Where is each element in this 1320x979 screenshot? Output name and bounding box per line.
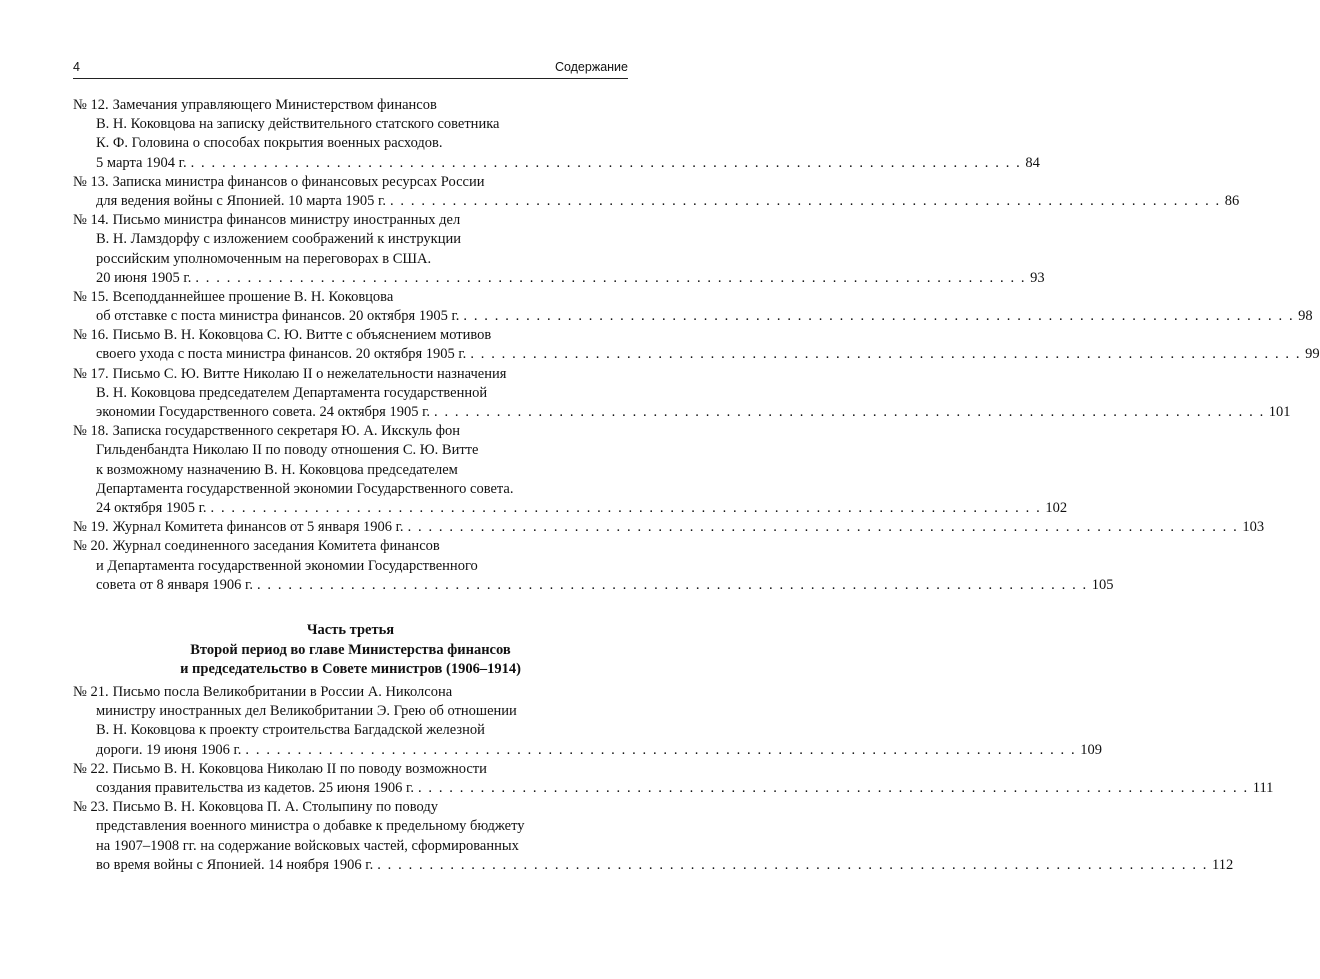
toc-entry-line (73, 192, 1240, 211)
toc-entry-line (73, 480, 628, 499)
toc-page-number: 102 (1045, 499, 1068, 516)
toc-entry (73, 760, 1274, 798)
toc-entry-text: К. Ф. Головина о способах покрытия военных расходов. (96, 135, 443, 152)
toc-entry-number: № 13. (73, 173, 109, 190)
toc-entry-line (73, 307, 1313, 326)
toc-entry-number: № 17. (73, 365, 109, 382)
toc-page-number: 101 (1268, 404, 1291, 420)
toc-entry-line (73, 798, 628, 817)
toc-entry-number: № 18. (73, 423, 109, 440)
toc-entry-line (73, 537, 628, 556)
dot-leader: . . . . . . . . . . . . . . . . . . . . . . . . . . . . . . . . . . . . . . . . . . . . . . . . . . . . . . . . . . . . . . . . . . . . . . . . . . . . . . . . (256, 576, 1088, 593)
toc-entry-number: № 14. (73, 212, 109, 229)
toc-entry-line (73, 230, 628, 249)
toc-entry-line (73, 134, 628, 153)
toc-entry-text: № 14. Письмо министра финансов министру иностранных дел (73, 212, 461, 229)
page-number: 4 (73, 60, 80, 74)
toc-entry-line (73, 499, 1068, 518)
toc-entry (73, 288, 1313, 326)
part-subtitle-line-2: и председательство в Совете министров (1906–1914) (180, 661, 521, 677)
toc-page-number: 93 (1030, 269, 1045, 286)
toc-entry (73, 537, 1114, 595)
toc-entry-number: № 15. (73, 288, 109, 305)
toc-entry-line (73, 365, 628, 384)
dot-leader: . . . . . . . . . . . . . . . . . . . . . . . . . . . . . . . . . . . . . . . . . . . . . . . . . . . . . . . . . . . . . . . . . . . . . . . . . . . . . . . . (434, 404, 1265, 420)
toc-entry-text: В. Н. Коковцова на записку действительного статского советника (96, 116, 500, 133)
toc-entry (73, 326, 1320, 364)
toc-entry-number: № 12. (73, 97, 109, 113)
toc-page-number: 99 (1305, 346, 1320, 363)
toc-page-number: 105 (1091, 576, 1114, 593)
toc-entry-line (73, 741, 1102, 760)
toc-entry-line (73, 721, 628, 740)
dot-leader: . . . . . . . . . . . . . . . . . . . . . . . . . . . . . . . . . . . . . . . . . . . . . . . . . . . . . . . . . . . . . . . . . . . . . . . . . . . . . . . . (245, 741, 1077, 758)
toc-entry-text: № 13. Записка министра финансов о финансовых ресурсах России (73, 173, 485, 190)
toc-entry-number: № 23. (73, 799, 109, 816)
toc-entry-line (73, 269, 1045, 288)
toc-entry-line (73, 557, 628, 576)
toc-entry-text: № 16. Письмо В. Н. Коковцова С. Ю. Витте с объяснением мотивов (73, 327, 492, 344)
toc-page-number: 86 (1224, 192, 1240, 209)
toc-entry-text: дороги. 19 июня 1906 г. (96, 741, 242, 758)
toc-entry-line (73, 96, 628, 115)
toc-entry-line (73, 760, 628, 779)
part-subtitle-line-1: Второй период во главе Министерства финансов (190, 641, 511, 658)
dot-leader: . . . . . . . . . . . . . . . . . . . . . . . . . . . . . . . . . . . . . . . . . . . . . . . . . . . . . . . . . . . . . . . . . . . . . . . . . . . . . . . . (195, 269, 1027, 286)
toc-entry-text: 24 октября 1905 г. (96, 499, 207, 516)
toc-entry-line (73, 817, 628, 836)
toc-entry-line (73, 856, 1234, 875)
toc-entry-text: № 19. Журнал Комитета финансов от 5 января 1906 г. (73, 519, 404, 536)
toc-entry-line (73, 173, 628, 192)
toc-entry-text: № 12. Замечания управляющего Министерством финансов (73, 97, 437, 113)
toc-entry-text: В. Н. Коковцова председателем Департамента государственной (96, 384, 488, 401)
toc-entry-text: № 23. Письмо В. Н. Коковцова П. А. Столыпину по поводу (73, 799, 439, 816)
toc-entry-number: № 16. (73, 327, 109, 344)
toc-entry-line (73, 288, 628, 307)
dot-leader: . . . . . . . . . . . . . . . . . . . . . . . . . . . . . . . . . . . . . . . . . . . . . . . . . . . . . . . . . . . . . . . . . . . . . . . . . . . . . . . . (389, 192, 1221, 209)
toc-entry-text: В. Н. Коковцова к проекту строительства Багдадской железной (96, 722, 485, 739)
toc-entry-text: представления военного министра о добавке к предельному бюджету (96, 818, 525, 835)
toc-entry-line (73, 154, 1040, 173)
toc-entry-text: российским уполномоченным на переговорах в США. (96, 250, 432, 267)
toc-list-part-three (73, 683, 1274, 875)
toc-entry-line (73, 702, 628, 721)
toc-entry-line (73, 461, 628, 480)
toc-entry-text: во время войны с Японией. 14 ноября 1906 г. (96, 856, 374, 873)
toc-entry (73, 683, 1102, 760)
running-head-title: Содержание (554, 60, 628, 74)
dot-leader: . . . . . . . . . . . . . . . . . . . . . . . . . . . . . . . . . . . . . . . . . . . . . . . . . . . . . . . . . . . . . . . . . . . . . . . . . . . . . . . . (210, 499, 1042, 516)
toc-entry-text: своего ухода с поста министра финансов. 20 октября 1905 г. (96, 346, 467, 363)
toc-entry-text: Гильденбандта Николаю II по поводу отношения С. Ю. Витте (96, 442, 479, 459)
dot-leader: . . . . . . . . . . . . . . . . . . . . . . . . . . . . . . . . . . . . . . . . . . . . . . . . . . . . . . . . . . . . . . . . . . . . . . . . . . . . . . . . (470, 346, 1302, 363)
toc-entry (73, 173, 1240, 211)
toc-page-number: 112 (1212, 856, 1234, 873)
toc-entry-line (73, 441, 628, 460)
toc-entry-line (73, 115, 628, 134)
toc-entry-text: № 22. Письмо В. Н. Коковцова Николаю II по поводу возможности (73, 760, 487, 777)
dot-leader: . . . . . . . . . . . . . . . . . . . . . . . . . . . . . . . . . . . . . . . . . . . . . . . . . . . . . . . . . . . . . . . . . . . . . . . . . . . . . . . . (377, 856, 1209, 873)
toc-entry-line (73, 518, 1265, 537)
toc-entry-text: № 15. Всеподданнейшее прошение В. Н. Коковцова (73, 288, 394, 305)
toc-page-number: 103 (1242, 519, 1265, 536)
toc-entry-number: № 22. (73, 760, 109, 777)
toc-entry-text: министру иностранных дел Великобритании Э. Грею об отношении (96, 703, 517, 720)
toc-entry-line (73, 326, 628, 345)
toc-page-number: 98 (1298, 308, 1313, 325)
toc-page-number: 111 (1252, 779, 1274, 796)
toc-entry-text: № 18. Записка государственного секретаря Ю. А. Икскуль фон (73, 423, 461, 440)
toc-entry-line (73, 403, 1291, 422)
toc-entry (73, 211, 1045, 288)
dot-leader: . . . . . . . . . . . . . . . . . . . . . . . . . . . . . . . . . . . . . . . . . . . . . . . . . . . . . . . . . . . . . . . . . . . . . . . . . . . . . . . . (417, 779, 1249, 796)
toc-entry-text: 5 марта 1904 г. (96, 154, 187, 171)
dot-leader: . . . . . . . . . . . . . . . . . . . . . . . . . . . . . . . . . . . . . . . . . . . . . . . . . . . . . . . . . . . . . . . . . . . . . . . . . . . . . . . . (463, 308, 1295, 325)
toc-entry-text: № 20. Журнал соединенного заседания Комитета финансов (73, 538, 440, 555)
toc-entry-line (73, 779, 1274, 798)
toc-entry-line (73, 384, 628, 403)
toc-entry-number: № 19. (73, 519, 109, 536)
toc-entry-text: для ведения войны с Японией. 10 марта 1905 г. (96, 192, 386, 209)
toc-entry-line (73, 345, 1320, 364)
toc-entry (73, 96, 1040, 173)
toc-entry-text: на 1907–1908 гг. на содержание войсковых частей, сформированных (96, 837, 519, 854)
toc-entry-text: к возможному назначению В. Н. Коковцова председателем (96, 461, 458, 478)
part-title: Часть третья (306, 622, 395, 638)
toc-page-number: 109 (1080, 741, 1102, 758)
toc-entry-line (73, 422, 628, 441)
toc-entry-line (73, 683, 628, 702)
running-header (73, 58, 628, 79)
toc-entry-text: создания правительства из кадетов. 25 июня 1906 г. (96, 779, 414, 796)
toc-entry-line (73, 837, 628, 856)
toc-entry (73, 422, 1068, 518)
toc-list-part-two (73, 96, 1320, 595)
toc-entry-text: № 17. Письмо С. Ю. Витте Николаю II о нежелательности назначения (73, 365, 507, 382)
toc-entry-number: № 20. (73, 538, 109, 555)
toc-entry-text: об отставке с поста министра финансов. 20 октября 1905 г. (96, 308, 460, 325)
toc-entry-text: В. Н. Ламздорфу с изложением соображений к инструкции (96, 231, 461, 248)
toc-entry-line (73, 576, 1114, 595)
toc-entry-text: совета от 8 января 1906 г. (96, 576, 253, 593)
toc-entry-number: № 21. (73, 684, 109, 700)
toc-entry-text: 20 июня 1905 г. (96, 269, 192, 286)
toc-entry-text: Департамента государственной экономии Государственного совета. (96, 480, 514, 497)
toc-entry-line (73, 250, 628, 269)
toc-entry-line (73, 211, 628, 230)
toc-entry (73, 365, 1291, 423)
part-heading (73, 621, 628, 680)
dot-leader: . . . . . . . . . . . . . . . . . . . . . . . . . . . . . . . . . . . . . . . . . . . . . . . . . . . . . . . . . . . . . . . . . . . . . . . . . . . . . . . . (407, 519, 1239, 536)
toc-entry-text: № 21. Письмо посла Великобритании в России А. Николсона (73, 684, 453, 700)
dot-leader: . . . . . . . . . . . . . . . . . . . . . . . . . . . . . . . . . . . . . . . . . . . . . . . . . . . . . . . . . . . . . . . . . . . . . . . . . . . . . . . . (190, 154, 1022, 171)
toc-page-number: 84 (1025, 154, 1040, 171)
toc-entry-text: и Департамента государственной экономии Государственного (96, 557, 478, 574)
toc-entry (73, 518, 1265, 537)
toc-entry (73, 798, 1234, 875)
toc-entry-text: экономии Государственного совета. 24 октября 1905 г. (96, 404, 431, 420)
